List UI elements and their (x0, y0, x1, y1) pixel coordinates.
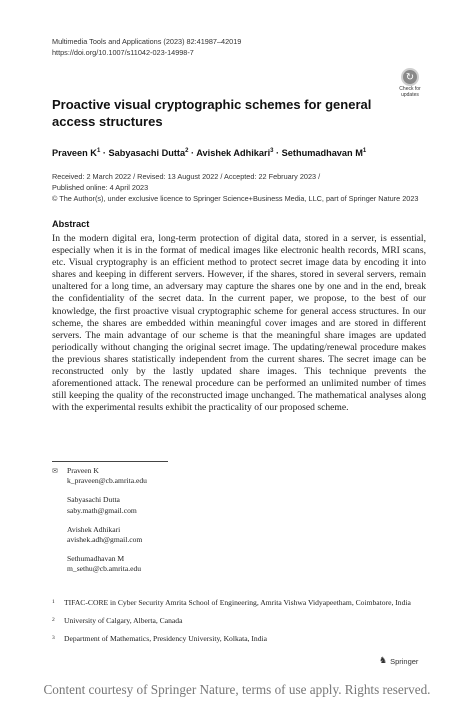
footnote-divider (52, 461, 168, 462)
affiliation-number: 3 (52, 635, 55, 642)
affiliation-number: 1 (52, 599, 55, 605)
author-affil-ref: 1 (96, 148, 101, 154)
affiliation-entry (52, 598, 432, 608)
affiliation-entry (52, 634, 432, 644)
author-affil-ref: 3 (270, 148, 274, 154)
abstract-text: In the modern digital era, long-term protection of digital data, stored in a server, is essential, especially when it is in the format of medical images like electronic health records, MRI scans, etc. Visual cryptography is an efficient method to protect secret image data by encoding it into shares and keeping in different servers. However, if the shares, stored in several servers, remain unaltered for a long time, an adversary may capture the shares one by one and in the end, break the confidentiality of the secret data. In the current paper, we propose, to the best of our knowledge, the first proactive visual cryptographic scheme for general access structures. In our scheme, the shares are embedded within meaningful cover images and are stored in different servers. The main advantage of our scheme is that the meaningful share images are updated periodically without changing the original secret image. The updating/renewal procedure makes the previous shares statistically independent from the current shares. The secret image can be reconstructed only by the lastly updated share images. This technique prevents the aforementioned attack. The renewal procedure can be performed an unlimited number of times still keeping the quality of the reconstructed image unchanged. The mathematical analyses along with the experimental results exhibit the practicality of our proposed scheme. (52, 233, 426, 414)
paper-title: Proactive visual cryptographic schemes for general access structures (52, 97, 372, 129)
courtesy-watermark: Content courtesy of Springer Nature, terms of use apply. Rights reserved. (43, 682, 431, 697)
corresponding-authors (52, 466, 147, 584)
author-affil-ref: 1 (362, 148, 367, 154)
affiliation-text: University of Calgary, Alberta, Canada (64, 616, 183, 626)
contact-name: Sethumadhavan M (67, 554, 125, 564)
received-dates: Received: 2 March 2022 / Revised: 13 August 2022 / Accepted: 22 February 2023 / (52, 172, 321, 181)
affiliation-number: 2 (52, 617, 55, 624)
contact-entry (52, 466, 147, 486)
author-name[interactable]: Avishek Adhikari (196, 148, 271, 159)
contact-email[interactable]: avishek.adh@gmail.com (67, 535, 143, 545)
author-name[interactable]: Sabyasachi Dutta (108, 148, 186, 159)
contact-name: Praveen K (67, 466, 99, 475)
copyright-notice: © The Author(s), under exclusive licence to Springer Science+Business Media, LLC, part of Springer Nature 2023 (52, 194, 419, 203)
badge-label: Check for updates (399, 86, 421, 98)
contact-name: Avishek Adhikari (67, 524, 121, 534)
doi-link[interactable]: https://doi.org/10.1007/s11042-023-14998-7 (52, 48, 194, 57)
contact-name: Sabyasachi Dutta (67, 495, 120, 505)
contact-email[interactable]: m_sethu@cb.amrita.edu (67, 564, 142, 574)
check-for-updates-badge[interactable] (395, 68, 425, 98)
author-name[interactable]: Praveen K (52, 148, 97, 159)
journal-header (52, 36, 241, 58)
affiliations-list (52, 598, 432, 653)
author-list: Praveen $K^1$ · Sabyasachi Dutta$^2$ · Avishek Adhikari$^3$ · Sethumadhavan $M^1$ (52, 148, 367, 159)
publisher-name: Springer (390, 656, 419, 666)
affiliation-text: Department of Mathematics, Presidency University, Kolkata, India (64, 634, 268, 644)
contact-entry (52, 525, 147, 545)
published-online: Published online: 4 April 2023 (52, 183, 149, 192)
abstract-heading: Abstract (52, 219, 90, 229)
check-for-updates-icon: ↻ (401, 68, 419, 86)
contact-entry (52, 495, 147, 515)
affiliation-text: TIFAC-CORE in Cyber Security Amrita School of Engineering, Amrita Vishwa Vidyapeetham, Coimbatore, India (64, 598, 411, 607)
contact-entry (52, 554, 147, 574)
contact-email[interactable]: k_praveen@cb.amrita.edu (67, 476, 147, 486)
contact-email[interactable]: saby.math@gmail.com (67, 505, 137, 515)
journal-citation: Multimedia Tools and Applications (2023) 82:41987–42019 (52, 37, 242, 46)
author-affil-ref: 2 (185, 148, 189, 154)
springer-horse-icon: ♞ (379, 656, 388, 666)
affiliation-entry (52, 616, 432, 626)
publication-dates (52, 171, 418, 204)
springer-logo (379, 656, 418, 666)
author-name[interactable]: Sethumadhavan M (281, 148, 363, 159)
envelope-icon: ✉ (52, 467, 58, 475)
